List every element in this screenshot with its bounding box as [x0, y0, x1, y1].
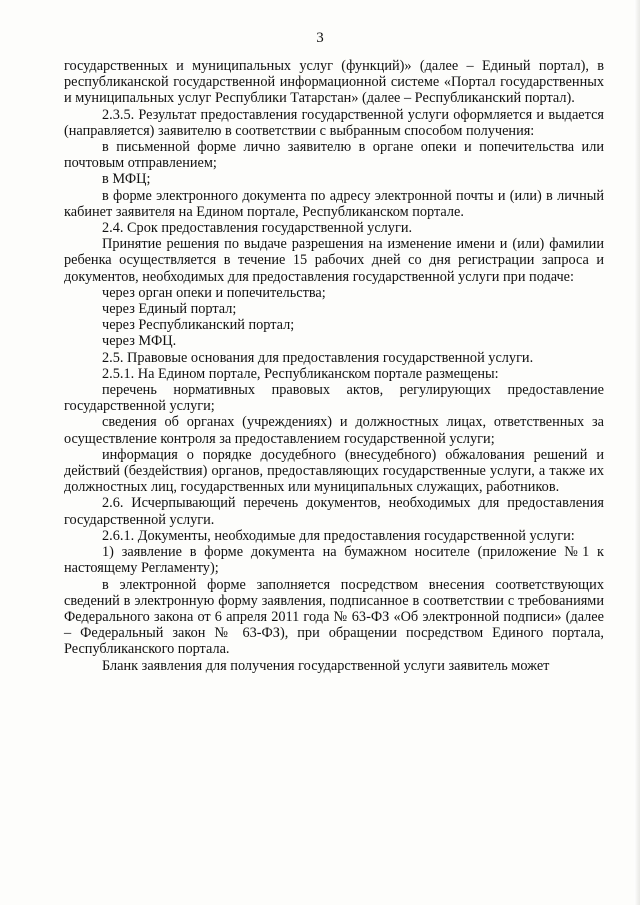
page-number: 3 — [316, 30, 324, 46]
paragraph-2-6-1: 2.6.1. Документы, необходимые для предоставления государственной услуги: — [102, 527, 575, 544]
paragraph-control-bodies: сведения об органах (учреждениях) и должностных лицах, ответственных за осуществление контроля за предоставлением государственной услуги; — [64, 414, 604, 447]
section-2-6-heading: 2.6. Исчерпывающий перечень документов, необходимых для предоставления государственной услуги. — [64, 495, 604, 528]
paragraph-appeal-procedure: информация о порядке досудебного (внесудебного) обжалования решений и действий (бездействия) органов, предоставляющих государственные услуги, а также их должностных лиц, государственных или муниципальных служащих, работников. — [64, 446, 604, 496]
paragraph-electronic-form: в форме электронного документа по адресу электронной почты и (или) в личный кабинет заявителя на Едином портале, Республиканском портале. — [64, 187, 604, 220]
list-item-guardianship: через орган опеки и попечительства; — [102, 284, 326, 301]
list-item-unified-portal: через Единый портал; — [102, 301, 237, 318]
section-2-4-heading: 2.4. Срок предоставления государственной услуги. — [102, 220, 413, 237]
scan-edge-shadow — [634, 0, 640, 905]
section-2-5-heading: 2.5. Правовые основания для предоставления государственной услуги. — [102, 349, 534, 366]
paragraph-legal-acts: перечень нормативных правовых актов, регулирующих предоставление государственной услуги; — [64, 382, 604, 415]
paragraph-decision-term: Принятие решения по выдаче разрешения на изменение имени и (или) фамилии ребенка осуществляется в течение 15 рабочих дней со дня регистрации запроса и документов, необходимых для предоставления государственной услуги при подаче: — [64, 236, 604, 285]
list-item-mfc: через МФЦ. — [102, 333, 177, 350]
paragraph-2-3-5: 2.3.5. Результат предоставления государственной услуги оформляется и выдается (направляется) заявителю в соответствии с выбранным способом получения: — [64, 106, 604, 139]
list-item-republican-portal: через Республиканский портал; — [102, 317, 295, 334]
paragraph-application-paper: 1) заявление в форме документа на бумажном носителе (приложение №1 к настоящему Регламенту); — [64, 544, 604, 577]
paragraph-mfc: в МФЦ; — [102, 171, 151, 188]
paragraph-application-form: Бланк заявления для получения государственной услуги заявитель может — [102, 657, 550, 674]
paragraph-written-form: в письменной форме лично заявителю в органе опеки и попечительства или почтовым отправлением; — [64, 139, 604, 172]
paragraph-electronic-application: в электронной форме заполняется посредством внесения соответствующих сведений в электронную форму заявления, подписанное в соответствии с требованиями Федерального закона от 6 апреля 2011 года № 63-ФЗ «Об электронной подписи» (далее – Федеральный закон № 63-ФЗ), при обращении посредством Единого портала, Республиканского портала. — [64, 576, 604, 658]
paragraph-portal-definition: государственных и муниципальных услуг (функций)» (далее – Единый портал), в республиканской государственной информационной системе «Портал государственных и муниципальных услуг Республики Татарстан» (далее – Республиканский портал). — [64, 58, 604, 107]
document-body — [64, 58, 604, 674]
paragraph-2-5-1: 2.5.1. На Едином портале, Республиканском портале размещены: — [102, 365, 499, 382]
